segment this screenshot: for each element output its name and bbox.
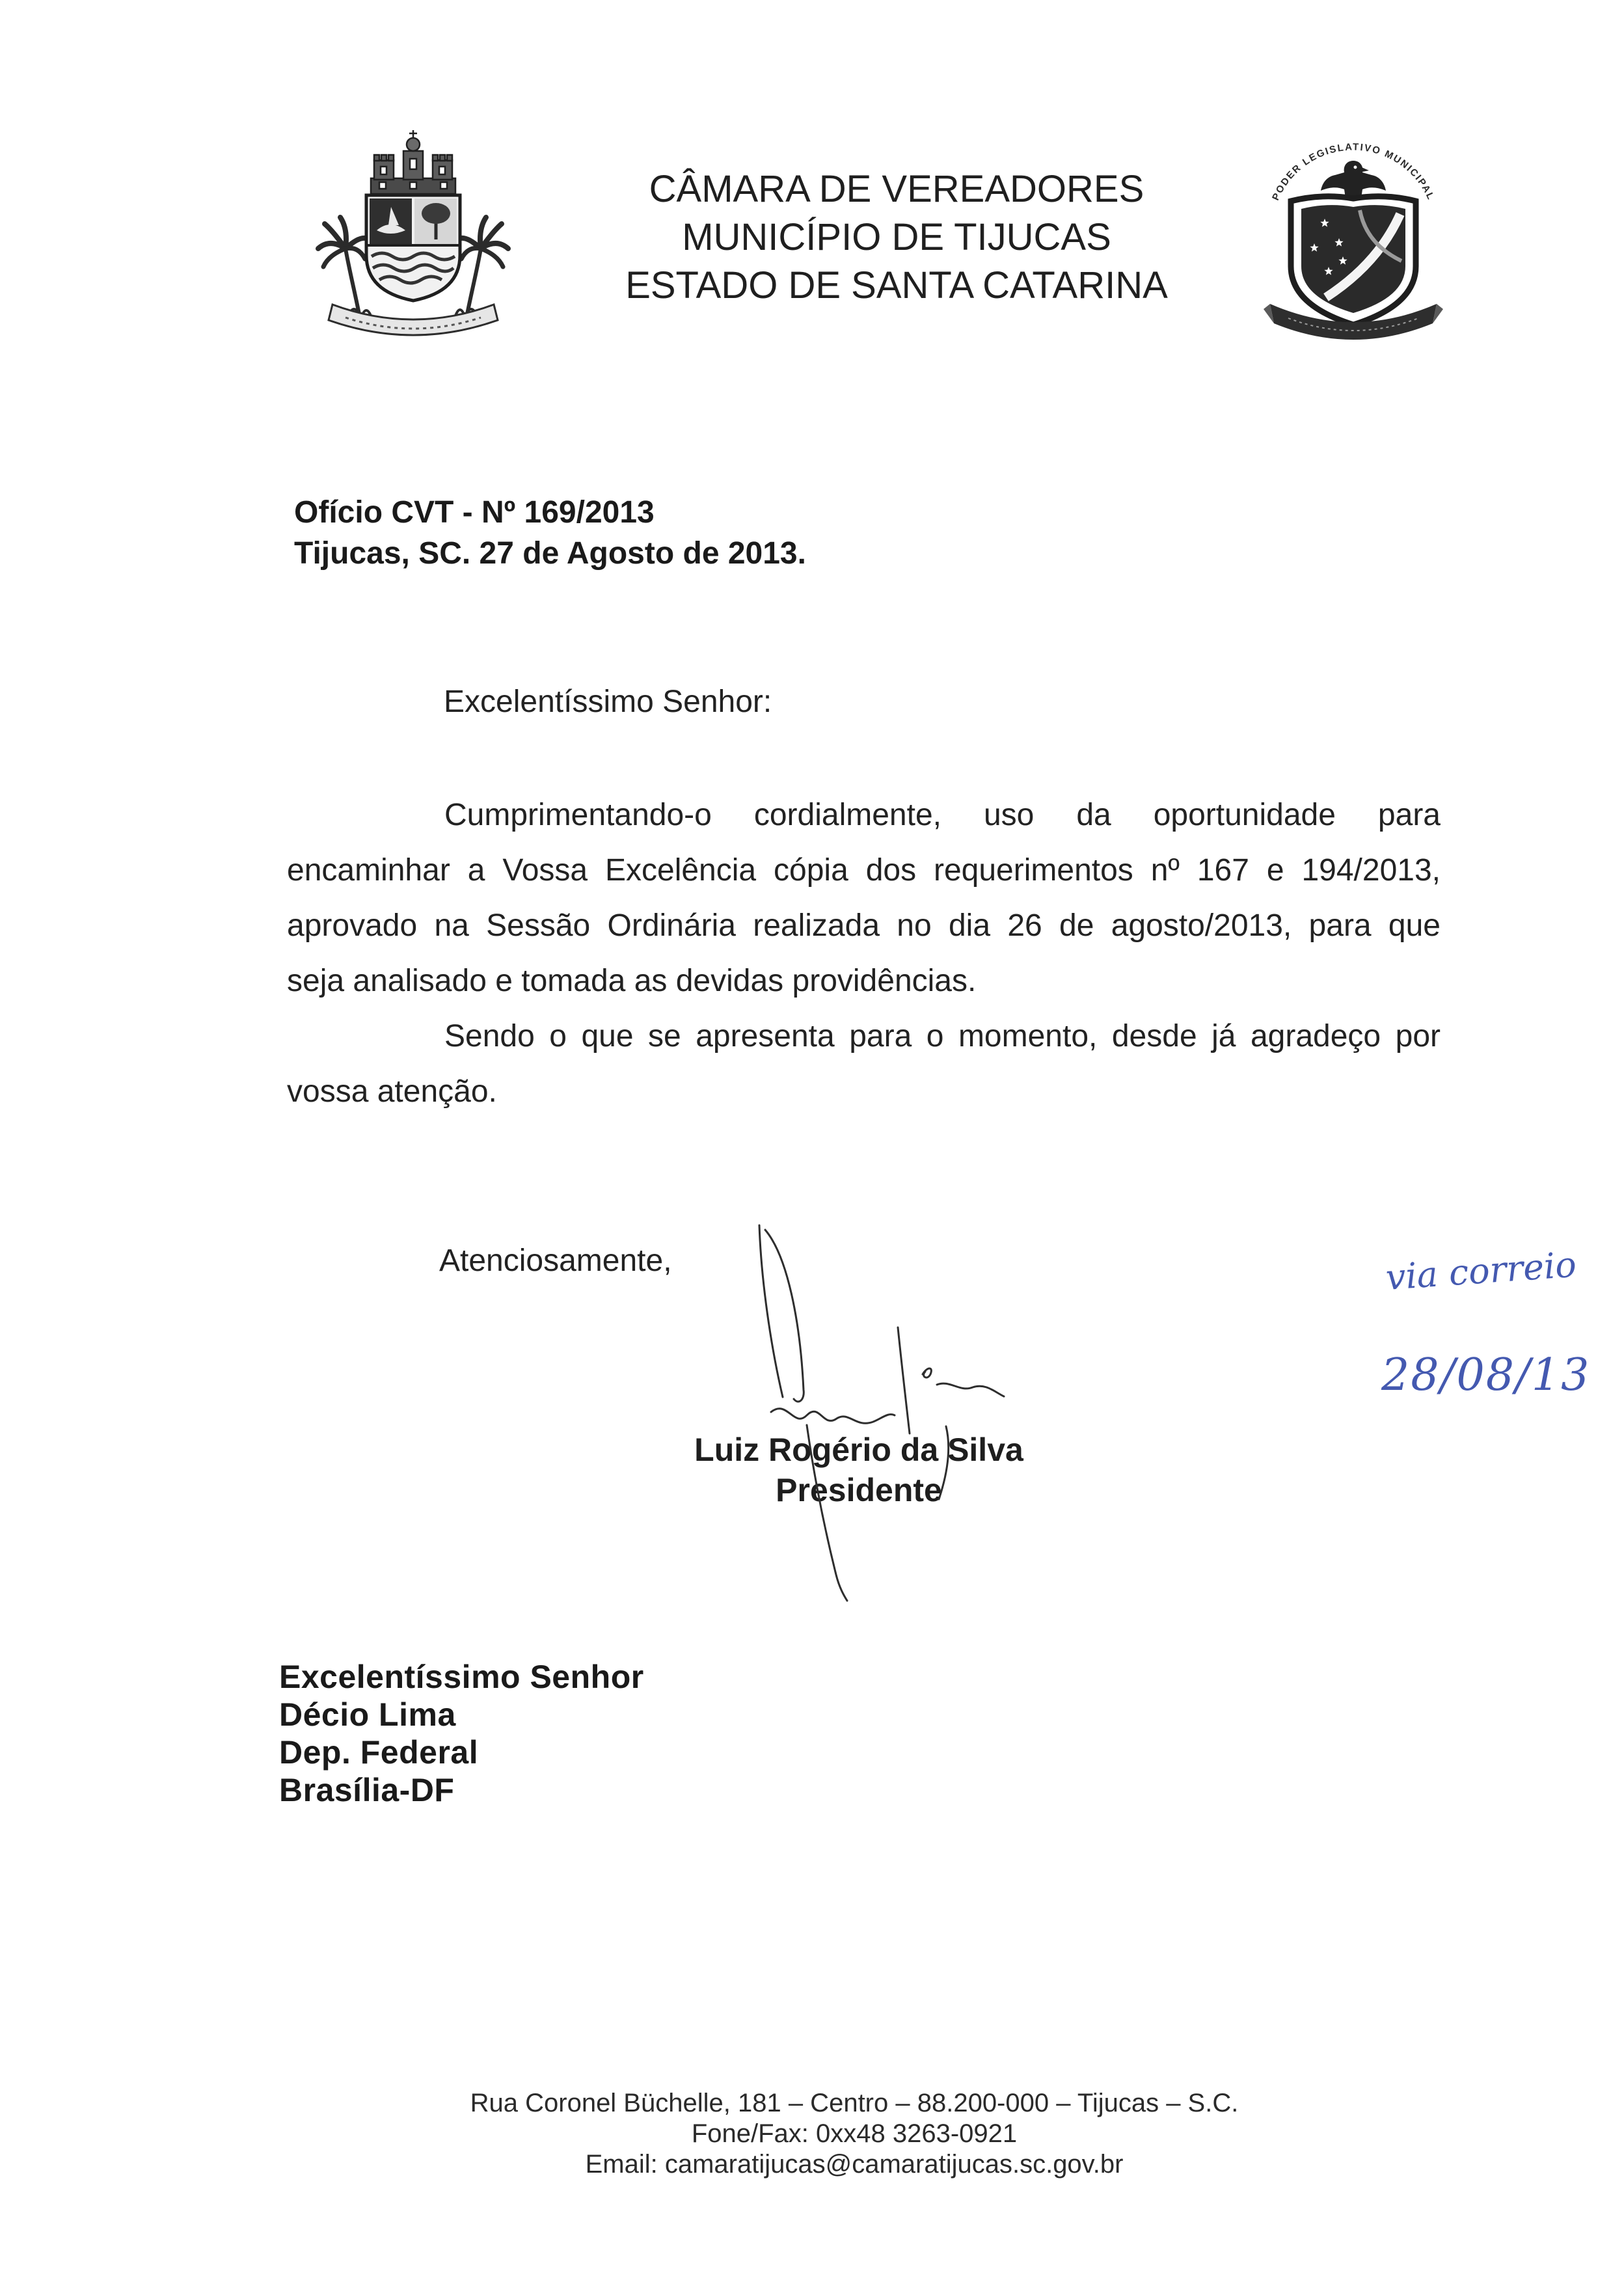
letterhead-line-chamber: CÂMARA DE VEREADORES [649, 168, 1144, 210]
signature-stroke [923, 1368, 1004, 1396]
coat-shield [366, 195, 460, 301]
signatory-name: Luiz Rogério da Silva [694, 1432, 1023, 1468]
signature-stroke [771, 1409, 895, 1424]
footer-phone: Fone/Fax: 0xx48 3263-0921 [691, 2119, 1018, 2148]
body-line: aprovado na Sessão Ordinária realizada no dia 26 de agosto/2013, para que [287, 908, 1441, 943]
letterhead-line-state: ESTADO DE SANTA CATARINA [625, 264, 1168, 306]
office-reference [294, 492, 806, 574]
letterhead-line-municipality: MUNICÍPIO DE TIJUCAS [682, 216, 1111, 258]
handwritten-signature [716, 1204, 1041, 1620]
letter-body [287, 787, 1441, 1119]
legislative-seal-icon [1262, 133, 1444, 355]
letterhead [571, 165, 1222, 310]
seal-shield [1291, 197, 1416, 325]
handwritten-note-date: 28/08/13 [1381, 1350, 1591, 1401]
body-line: vossa atenção. [287, 1074, 497, 1109]
signature-stroke [765, 1230, 804, 1402]
body-line: Cumprimentando-o cordialmente, uso da oportunidade para [444, 798, 1441, 832]
recipient-block [279, 1658, 644, 1809]
footer-email: Email: camaratijucas@camaratijucas.sc.gov.br [585, 2150, 1124, 2179]
handwritten-note [1373, 1236, 1620, 1419]
body-line: seja analisado e tomada as devidas providências. [287, 964, 977, 998]
mural-crown [371, 130, 455, 194]
recipient-line: Décio Lima [279, 1696, 456, 1733]
footer [269, 2088, 1440, 2180]
recipient-line: Brasília-DF [279, 1772, 455, 1808]
closing: Atenciosamente, [439, 1243, 672, 1278]
body-line: Sendo o que se apresenta para o momento, desde já agradeço por [444, 1019, 1441, 1053]
recipient-line: Dep. Federal [279, 1734, 479, 1771]
salutation: Excelentíssimo Senhor: [444, 685, 772, 719]
footer-address: Rua Coronel Büchelle, 181 – Centro – 88.200-000 – Tijucas – S.C. [470, 2089, 1239, 2117]
right-palm-tree [455, 217, 508, 318]
place-and-date: Tijucas, SC. 27 de Agosto de 2013. [294, 536, 806, 571]
seal-bird [1321, 161, 1386, 198]
left-palm-tree [318, 217, 372, 318]
seal-arc-text: PODER LEGISLATIVO MUNICIPAL [1270, 141, 1437, 202]
handwritten-note-via: via correio [1384, 1243, 1578, 1298]
body-line: encaminhar a Vossa Excelência cópia dos requerimentos nº 167 e 194/2013, [287, 853, 1441, 888]
municipal-coat-of-arms-icon [309, 128, 517, 339]
signature-stroke [759, 1225, 783, 1397]
recipient-line: Excelentíssimo Senhor [279, 1659, 644, 1695]
signatory-block [664, 1430, 1054, 1510]
signature-stroke [898, 1327, 910, 1433]
signatory-title: Presidente [776, 1472, 942, 1508]
office-number: Ofício CVT - Nº 169/2013 [294, 495, 655, 530]
